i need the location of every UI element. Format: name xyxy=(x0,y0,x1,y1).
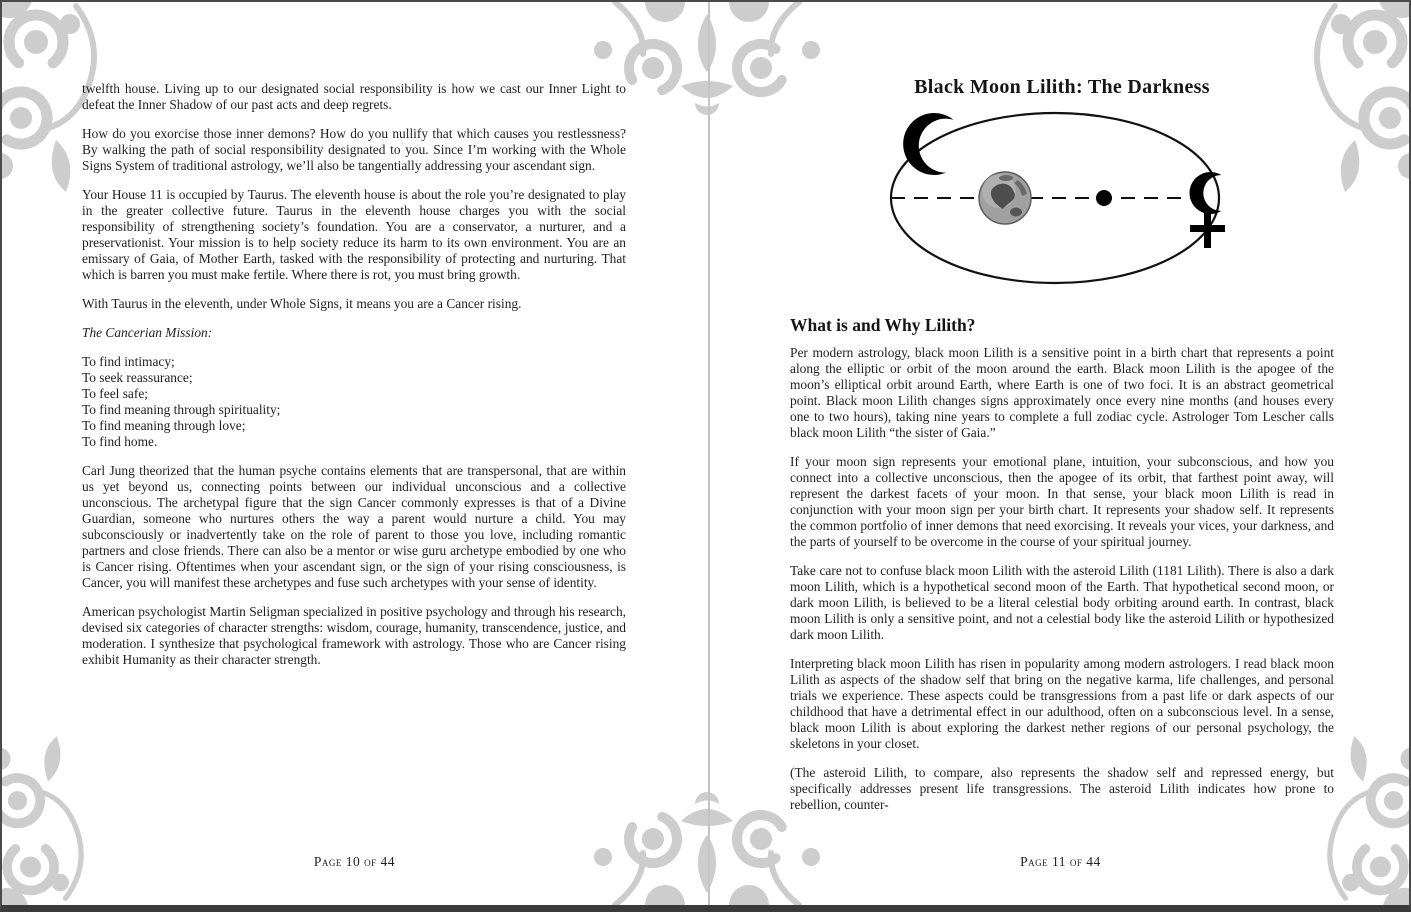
paragraph: twelfth house. Living up to our designated social responsibility is how we cast our Inner Light to defeat the Inner Shadow of our past acts and deep regrets. xyxy=(82,81,626,112)
paragraph: Take care not to confuse black moon Lilith with the asteroid Lilith (1181 Lilith). There is also a dark moon Lilith, which is a hypothetical second moon of the Earth. That hypothetical second moon, or dark moon Lilith, is believed to be a literal celestial body orbiting around earth. In contrast, black moon Lilith is only a sensitive point, and not a celestial body like the asteroid Lilith or hypothesized dark moon Lilith. xyxy=(790,563,1334,642)
mission-item: To find meaning through spirituality; xyxy=(82,402,281,417)
mission-list xyxy=(82,325,626,450)
page-gutter-divider xyxy=(708,2,710,907)
paragraph: Your House 11 is occupied by Taurus. The eleventh house is about the role you’re designated to play in the greater collective future. Taurus in the eleventh house charges you with the social responsibility of strengthening society’s foundation. You are a conservator, a nurturer, and a preservationist. Your mission is to help society reduce its harm to its own environment. You are an emissary of Gaia, of Mother Earth, tasked with the responsibility of protecting and nurturing. That which is barren you must make fertile. Where there is rot, you must bring growth. xyxy=(82,187,626,282)
mission-item: To find home. xyxy=(82,434,158,449)
mission-item: To seek reassurance; xyxy=(82,370,193,385)
section-heading: What is and Why Lilith? xyxy=(790,315,976,335)
mission-item: To feel safe; xyxy=(82,386,148,401)
paragraph: American psychologist Martin Seligman specialized in positive psychology and through his research, devised six categories of character strengths: wisdom, courage, humanity, transcendence, justice, and moderation. I synthesize that psychological framework with astrology. Those who are Cancer rising exhibit Humanity as their character strength. xyxy=(82,604,626,667)
page-left-content xyxy=(82,81,626,668)
mission-item: To find meaning through love; xyxy=(82,418,246,433)
paragraph: If your moon sign represents your emotional plane, intuition, your subconscious, and how you connect into a collective unconscious, then the apogee of its orbit, that farthest point away, will represent the darkest facets of your moon. In that sense, your black moon Lilith is read in conjunction with your moon sign per your birth chart. It represents your shadow self. It represents the common portfolio of inner demons that need exorcising. It reveals your vices, your darkness, and the parts of yourself to be overcome in the course of your spiritual journey. xyxy=(790,454,1334,549)
paragraph: How do you exorcise those inner demons? How do you nullify that which causes you restlessness? By walking the path of social responsibility designated to you. Since I’m working with the Whole Signs System of traditional astrology, we’ll also be tangentially addressing your ascendant sign. xyxy=(82,126,626,173)
mission-heading: The Cancerian Mission: xyxy=(82,325,213,340)
apogee-focus-dot-icon xyxy=(1096,190,1112,206)
paragraph: With Taurus in the eleventh, under Whole Signs, it means you are a Cancer rising. xyxy=(82,296,522,311)
paragraph: Carl Jung theorized that the human psyche contains elements that are transpersonal, that are within us yet beyond us, connecting points between our individual unconscious and a collective unconscious. The archetypal figure that the sign Cancer commonly expresses is that of a Divine Guardian, someone who nurtures others the way a parent would nurture a child. You may subconsciously or inadvertently take on the role of parent to those you love, including romantic partners and close friends. There can also be a mentor or wise guru archetype embodied by one who is Cancer rising. Oftentimes when your ascendant sign, or the sign of your rising consciousness, is Cancer, you will manifest these archetypes and fuse such archetypes with your sense of identity. xyxy=(82,463,626,590)
paragraph: Interpreting black moon Lilith has risen in popularity among modern astrologers. I read black moon Lilith as aspects of the shadow self that bring on the negative karma, life challenges, and personal trials we experience. These aspects could be transgressions from a past life or dark aspects of our childhood that have a detrimental effect in our adulthood, often on a subconscious level. In a sense, black moon Lilith is about exploring the darkest nether regions of our personal psychology, the skeletons in your closet. xyxy=(790,656,1334,751)
flourish-ornament-bottom-left-icon xyxy=(0,724,116,907)
mission-item: To find intimacy; xyxy=(82,354,175,369)
page-title: Black Moon Lilith: The Darkness xyxy=(914,76,1210,98)
earth-icon xyxy=(979,172,1031,224)
paragraph: Per modern astrology, black moon Lilith is a sensitive point in a birth chart that represents a point along the elliptic or orbit of the moon around the earth. Black moon Lilith is the apogee of the moon’s elliptical orbit around Earth, where Earth is one of two foci. It is an abstract geometrical point. Black moon Lilith changes signs approximately once every nine months (and houses every one to two hours), taking nine years to complete a full zodiac cycle. Astrologer Tom Lescher calls black moon Lilith “the sister of Gaia.” xyxy=(790,345,1334,440)
page-number-footer-left: Page 10 of 44 xyxy=(313,854,396,869)
black-moon-lilith-icon xyxy=(1189,172,1225,248)
crescent-moon-icon xyxy=(899,109,954,177)
paragraph: (The asteroid Lilith, to compare, also represents the shadow self and repressed energy, but specifically addresses present life transgressions. The asteroid Lilith indicates how prone to rebellion, counter- xyxy=(790,765,1334,812)
lilith-orbit-diagram xyxy=(790,99,1334,303)
page-right-content xyxy=(790,77,1334,813)
page-number-footer-right: Page 11 of 44 xyxy=(1020,854,1101,869)
